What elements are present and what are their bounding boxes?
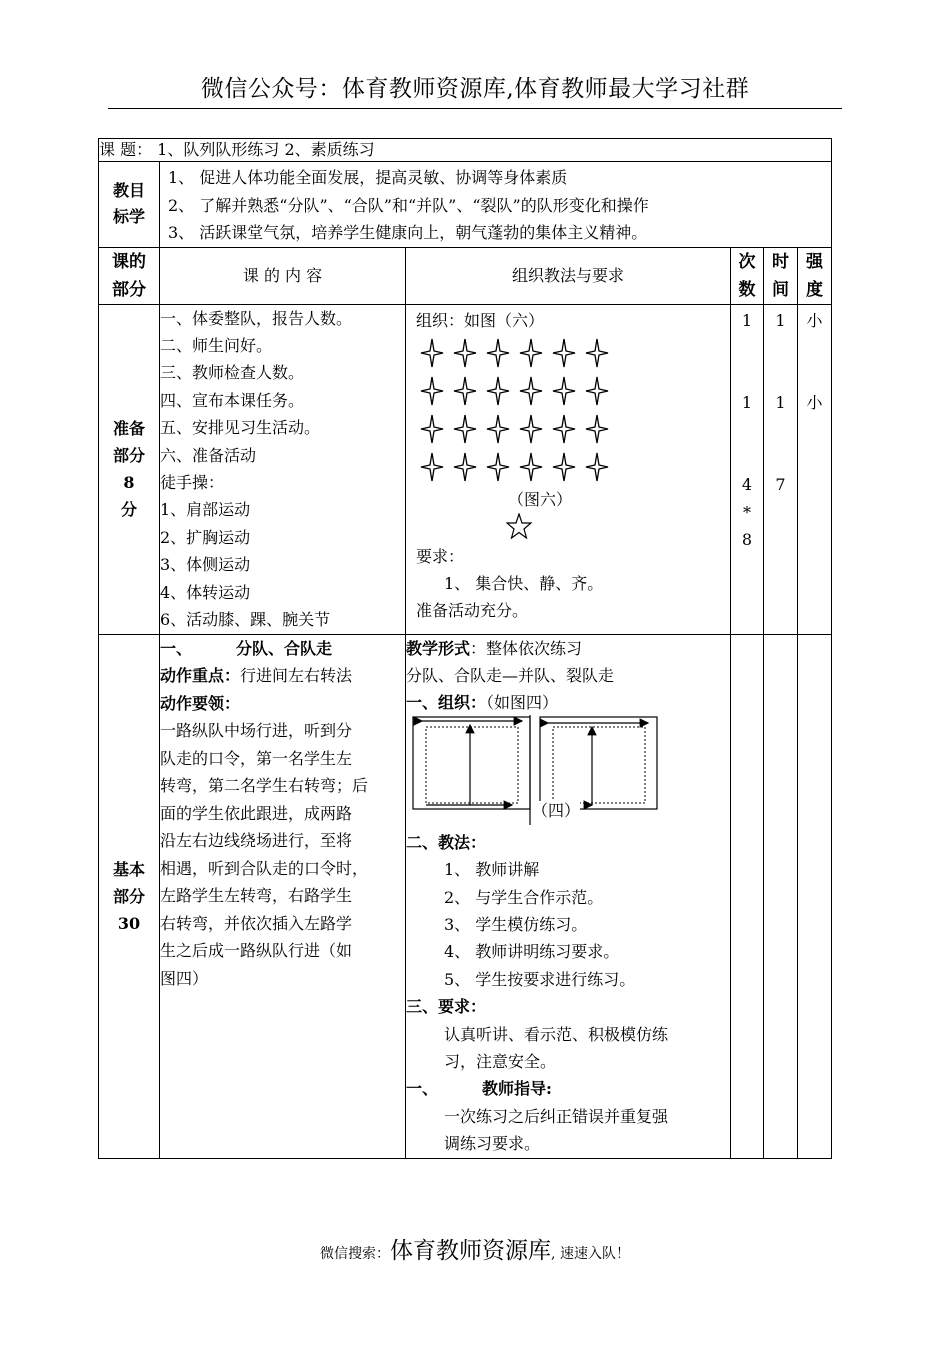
list-item: 四、宣布本课任务。 xyxy=(160,390,305,410)
student-star-icon xyxy=(519,338,543,368)
student-star-icon xyxy=(453,414,477,444)
col-times: 次 数 xyxy=(731,247,764,304)
req-label: 三、要求： xyxy=(406,997,487,1017)
prep-label: 准备 部分 8 分 xyxy=(99,304,160,634)
focus-line: 动作重点：行进间左右转法 xyxy=(160,666,353,685)
list-item: 五、安排见习生活动。 xyxy=(160,418,321,438)
student-star-icon xyxy=(552,376,576,406)
teacher-star-icon xyxy=(416,513,720,543)
list-item: 徒手操： xyxy=(160,472,225,492)
list-item: 6、活动膝、踝、腕关节 xyxy=(160,609,331,629)
guide-line: 一次练习之后纠正错误并重复强 xyxy=(444,1106,669,1126)
basic-label: 基本 部分 30 xyxy=(99,634,160,1158)
basic-times xyxy=(731,634,764,1158)
student-star-icon xyxy=(552,452,576,482)
prep-duration: 1 1 7 xyxy=(764,304,798,634)
sequence-line: 分队、合队走—并队、裂队走 xyxy=(406,665,615,685)
student-star-icon xyxy=(585,338,609,368)
student-star-icon xyxy=(585,376,609,406)
method-item: 5、 学生按要求进行练习。 xyxy=(444,969,636,989)
goal-item: 3、 活跃课堂气氛，培养学生健康向上，朝气蓬勃的集体主义精神。 xyxy=(168,223,648,242)
list-item: 2、扩胸运动 xyxy=(160,527,251,547)
student-star-icon xyxy=(552,414,576,444)
student-star-icon xyxy=(453,376,477,406)
lesson-plan-table xyxy=(98,138,832,1159)
col-part: 课的 部分 xyxy=(99,247,160,304)
prep-org-title: 组织：如图（六） xyxy=(416,310,545,330)
column-header-row xyxy=(99,247,832,304)
goals-list xyxy=(160,162,832,248)
formation-row xyxy=(420,410,720,448)
goals-label: 教目 标学 xyxy=(99,162,160,248)
student-star-icon xyxy=(420,414,444,444)
form-line: 教学形式：整体依次练习 xyxy=(406,638,583,658)
student-star-icon xyxy=(519,376,543,406)
list-item: 1、肩部运动 xyxy=(160,500,251,520)
guide-label: 一、 教师指导: xyxy=(406,1079,552,1099)
page-footer: 微信搜索：体育教师资源库, 速速入队！ xyxy=(320,1238,630,1264)
list-item: 二、师生问好。 xyxy=(160,335,273,355)
student-star-icon xyxy=(519,452,543,482)
list-item: 六、准备活动 xyxy=(160,445,257,465)
col-duration: 时 间 xyxy=(764,247,798,304)
col-intensity: 强 度 xyxy=(798,247,832,304)
org-line: 一、组织：（如图四） xyxy=(406,693,559,713)
prep-times: 1 1 4 * 8 xyxy=(731,304,764,634)
prep-content xyxy=(160,304,406,634)
figure-caption: （四） xyxy=(532,800,581,820)
list-item: 4、体转运动 xyxy=(160,582,251,602)
method-item: 3、 学生模仿练习。 xyxy=(444,914,588,934)
list-item: 一、体委整队，报告人数。 xyxy=(160,308,353,328)
prep-intensity: 小 小 xyxy=(798,304,832,634)
figure-caption: （图六） xyxy=(508,489,573,509)
formation-figure xyxy=(416,334,720,486)
basic-organization xyxy=(406,634,731,1158)
student-star-icon xyxy=(552,338,576,368)
method-item: 4、 教师讲明练习要求。 xyxy=(444,942,620,962)
req-line: 习，注意安全。 xyxy=(444,1051,557,1071)
title-row xyxy=(99,139,832,162)
student-star-icon xyxy=(585,414,609,444)
page-header: 微信公众号：体育教师资源库,体育教师最大学习社群 xyxy=(108,72,842,109)
requirement-note: 准备活动充分。 xyxy=(416,600,529,620)
prep-organization xyxy=(406,304,731,634)
requirement-item: 1、 集合快、静、齐。 xyxy=(444,573,604,593)
lesson-title: 课 题： 1、队列队形练习 2、素质练习 xyxy=(99,139,832,162)
method-item: 1、 教师讲解 xyxy=(444,860,540,880)
essentials-text: 一路纵队中场行进，听到分 队走的口令，第一名学生左 转弯，第二名学生右转弯；后 面的学生依此跟进，成两路 沿左右边线绕场进行，至将 相遇，听到合队走的口令时， 左路学生左转弯，右路学生 右转弯，并依次插入左路学 生之后成一路纵队行进（如 图四） xyxy=(160,721,369,988)
req-line: 认真听讲、看示范、积极模仿练 xyxy=(444,1024,669,1044)
guide-line: 调练习要求。 xyxy=(444,1134,541,1154)
requirement-title: 要求： xyxy=(416,546,465,566)
student-star-icon xyxy=(519,414,543,444)
student-star-icon xyxy=(585,452,609,482)
essentials-label: 动作要领： xyxy=(160,693,241,713)
student-star-icon xyxy=(486,338,510,368)
formation-row xyxy=(420,334,720,372)
list-item: 3、体侧运动 xyxy=(160,555,251,575)
student-star-icon xyxy=(420,376,444,406)
formation-row xyxy=(420,448,720,486)
student-star-icon xyxy=(486,414,510,444)
student-star-icon xyxy=(420,452,444,482)
method-label: 二、教法： xyxy=(406,832,487,852)
student-star-icon xyxy=(453,338,477,368)
student-star-icon xyxy=(420,338,444,368)
basic-duration xyxy=(764,634,798,1158)
basic-content xyxy=(160,634,406,1158)
basic-intensity xyxy=(798,634,832,1158)
march-diagram xyxy=(406,717,730,829)
goal-item: 2、 了解并熟悉“分队”、“合队”和“并队”、“裂队”的队形变化和操作 xyxy=(168,195,649,215)
method-item: 2、 与学生合作示范。 xyxy=(444,887,604,907)
list-item: 三、教师检查人数。 xyxy=(160,363,305,383)
prep-row xyxy=(99,304,832,634)
formation-row xyxy=(420,372,720,410)
col-content: 课 的 内 容 xyxy=(160,247,406,304)
goals-row xyxy=(99,162,832,248)
col-organization: 组织教法与要求 xyxy=(406,247,731,304)
content-title: 一、 分队、合队走 xyxy=(160,638,333,658)
student-star-icon xyxy=(486,452,510,482)
student-star-icon xyxy=(486,376,510,406)
student-star-icon xyxy=(453,452,477,482)
goal-item: 1、 促进人体功能全面发展，提高灵敏、协调等身体素质 xyxy=(168,168,568,187)
basic-row xyxy=(99,634,832,1158)
